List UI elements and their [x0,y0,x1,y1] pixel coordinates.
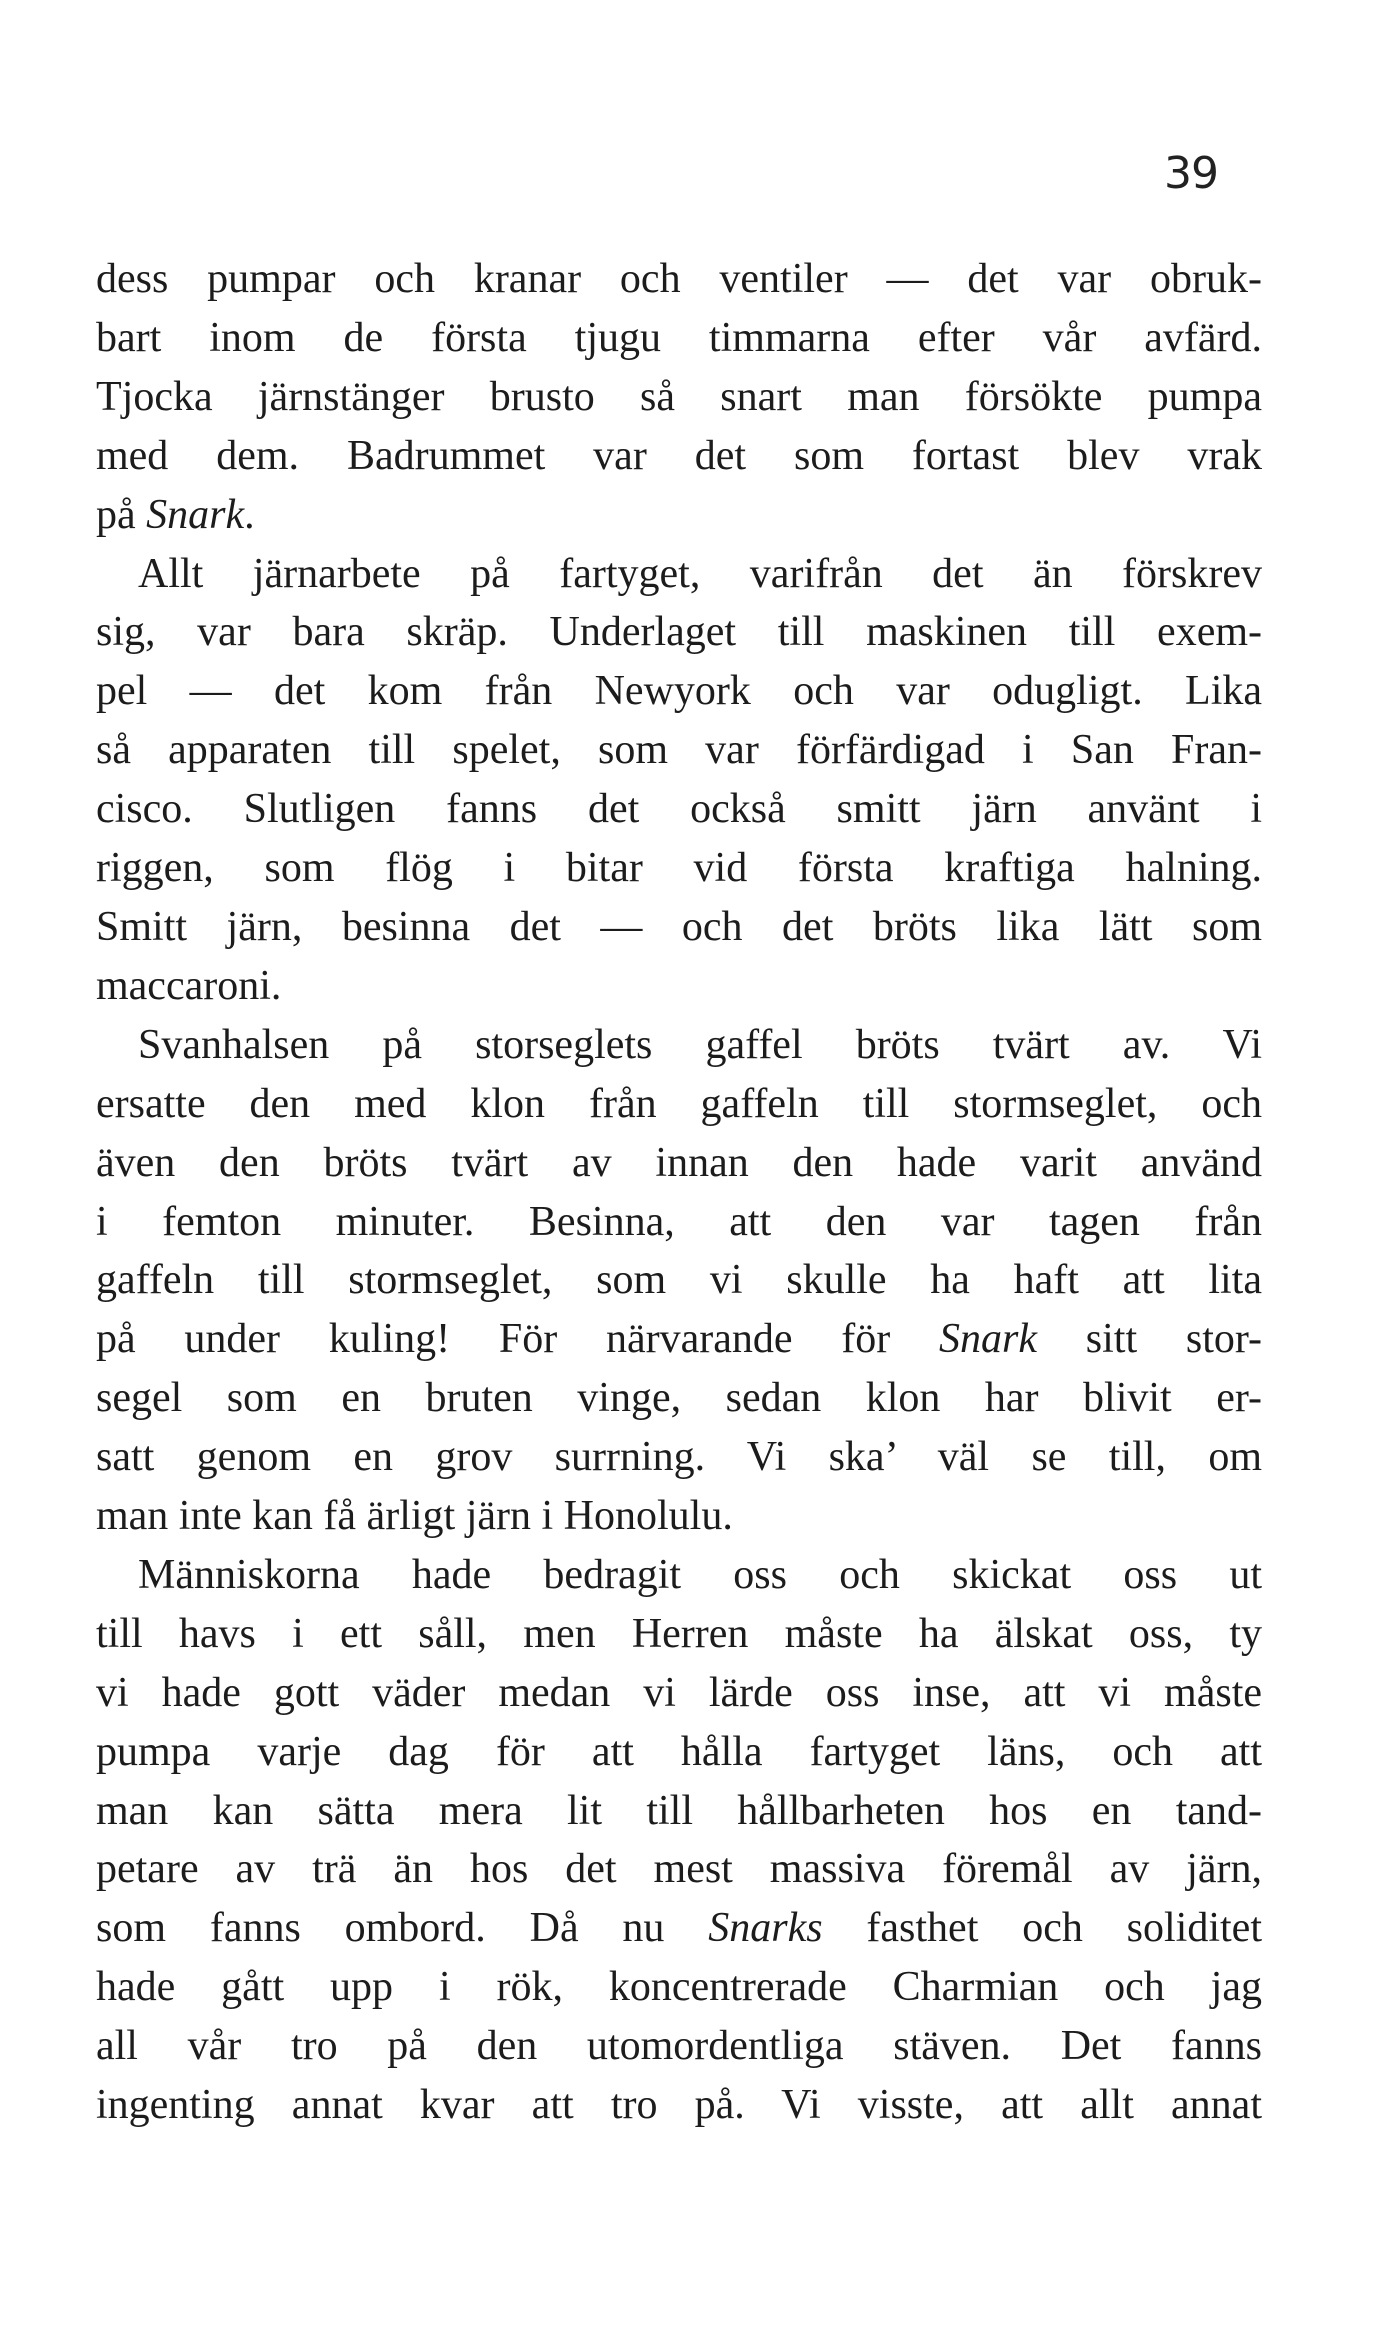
text-line [96,1134,1262,1193]
text-line [96,721,1262,780]
text-line [96,1369,1262,1428]
text-line [96,309,1262,368]
italic-ship-name: Snarks [708,1905,823,1952]
text-segment: fasthet och soliditet [822,1905,1262,1952]
text-segment: med dem. Badrummet var det som fortast blev vrak [96,432,1262,479]
text-line [96,2076,1262,2135]
text-line [96,2017,1262,2076]
text-segment: satt genom en grov surrning. Vi ska’ väl se till, om [96,1434,1262,1481]
text-segment: dess pumpar och kranar och ventiler — det var obruk- [96,256,1262,302]
text-line [96,1899,1262,1958]
text-line [96,898,1262,957]
text-segment: Människorna hade bedragit oss och skickat oss ut [138,1551,1262,1598]
text-line [96,1310,1262,1369]
text-line [96,250,1262,309]
text-segment: som fanns ombord. Då nu [96,1905,709,1952]
text-segment: på [96,491,147,538]
paragraph [96,1016,1262,1546]
text-segment: Tjocka järnstänger brusto så snart man försökte pumpa [96,373,1262,420]
text-segment: man kan sätta mera lit till hållbarheten hos en tand- [96,1787,1262,1834]
text-line [96,1840,1262,1899]
text-line [96,1958,1262,2017]
text-line [96,486,1262,545]
text-segment: även den bröts tvärt av innan den hade varit använd [96,1139,1262,1186]
text-segment: maccaroni. [96,962,282,1009]
text-line [96,545,1262,604]
text-segment: sig, var bara skräp. Underlaget till maskinen till exem- [96,609,1262,656]
text-line [96,1016,1262,1075]
text-line [96,957,1262,1016]
text-segment: ersatte den med klon från gaffeln till stormseglet, och [96,1080,1262,1127]
text-segment: ingenting annat kvar att tro på. Vi visste, att allt annat [96,2082,1262,2129]
paragraph [96,1546,1262,2135]
text-line [96,1605,1262,1664]
text-segment: vi hade gott väder medan vi lärde oss inse, att vi måste [96,1669,1262,1716]
text-segment: segel som en bruten vinge, sedan klon har blivit er- [96,1375,1262,1422]
paragraph [96,250,1262,545]
text-segment: man inte kan få ärligt järn i Honolulu. [96,1493,733,1540]
text-line [96,780,1262,839]
text-segment: till havs i ett såll, men Herren måste ha älskat oss, ty [96,1610,1262,1657]
page-number: 39 [1164,148,1218,199]
text-line [96,603,1262,662]
text-segment: Svanhalsen på storseglets gaffel bröts tvärt av. Vi [138,1021,1262,1068]
paragraph [96,545,1262,1016]
text-segment: på under kuling! För närvarande för [96,1316,939,1363]
text-segment: pel — det kom från Newyork och var odugligt. Lika [96,668,1262,715]
text-line [96,839,1262,898]
text-segment: all vår tro på den utomordentliga stäven. Det fanns [96,2023,1262,2070]
text-line [96,1075,1262,1134]
italic-ship-name: Snark [146,491,245,538]
text-segment: cisco. Slutligen fanns det också smitt järn använt i [96,786,1262,833]
text-segment: hade gått upp i rök, koncentrerade Charmian och jag [96,1964,1262,2011]
text-segment: petare av trä än hos det mest massiva föremål av järn, [96,1846,1262,1893]
text-segment: bart inom de första tjugu timmarna efter vår avfärd. [96,314,1262,361]
text-segment: gaffeln till stormseglet, som vi skulle ha haft att lita [96,1257,1262,1304]
text-segment: i femton minuter. Besinna, att den var tagen från [96,1198,1262,1245]
text-segment: sitt stor- [1037,1316,1263,1363]
text-segment: . [244,491,255,538]
text-line [96,1782,1262,1841]
text-line [96,1723,1262,1782]
text-line [96,1546,1262,1605]
text-line [96,1487,1262,1546]
text-segment: Smitt järn, besinna det — och det bröts lika lätt som [96,903,1262,950]
text-line [96,427,1262,486]
text-segment: riggen, som flög i bitar vid första kraftiga halning. [96,845,1262,892]
italic-ship-name: Snark [939,1316,1037,1363]
text-line [96,1251,1262,1310]
text-line [96,1428,1262,1487]
text-segment: så apparaten till spelet, som var förfärdigad i San Fran- [96,727,1262,774]
text-segment: pumpa varje dag för att hålla fartyget läns, och att [96,1728,1262,1775]
text-line [96,1193,1262,1252]
text-segment: Allt järnarbete på fartyget, varifrån det än förskrev [138,550,1262,597]
text-line [96,368,1262,427]
text-line [96,662,1262,721]
body-text [96,250,1262,2135]
text-line [96,1664,1262,1723]
